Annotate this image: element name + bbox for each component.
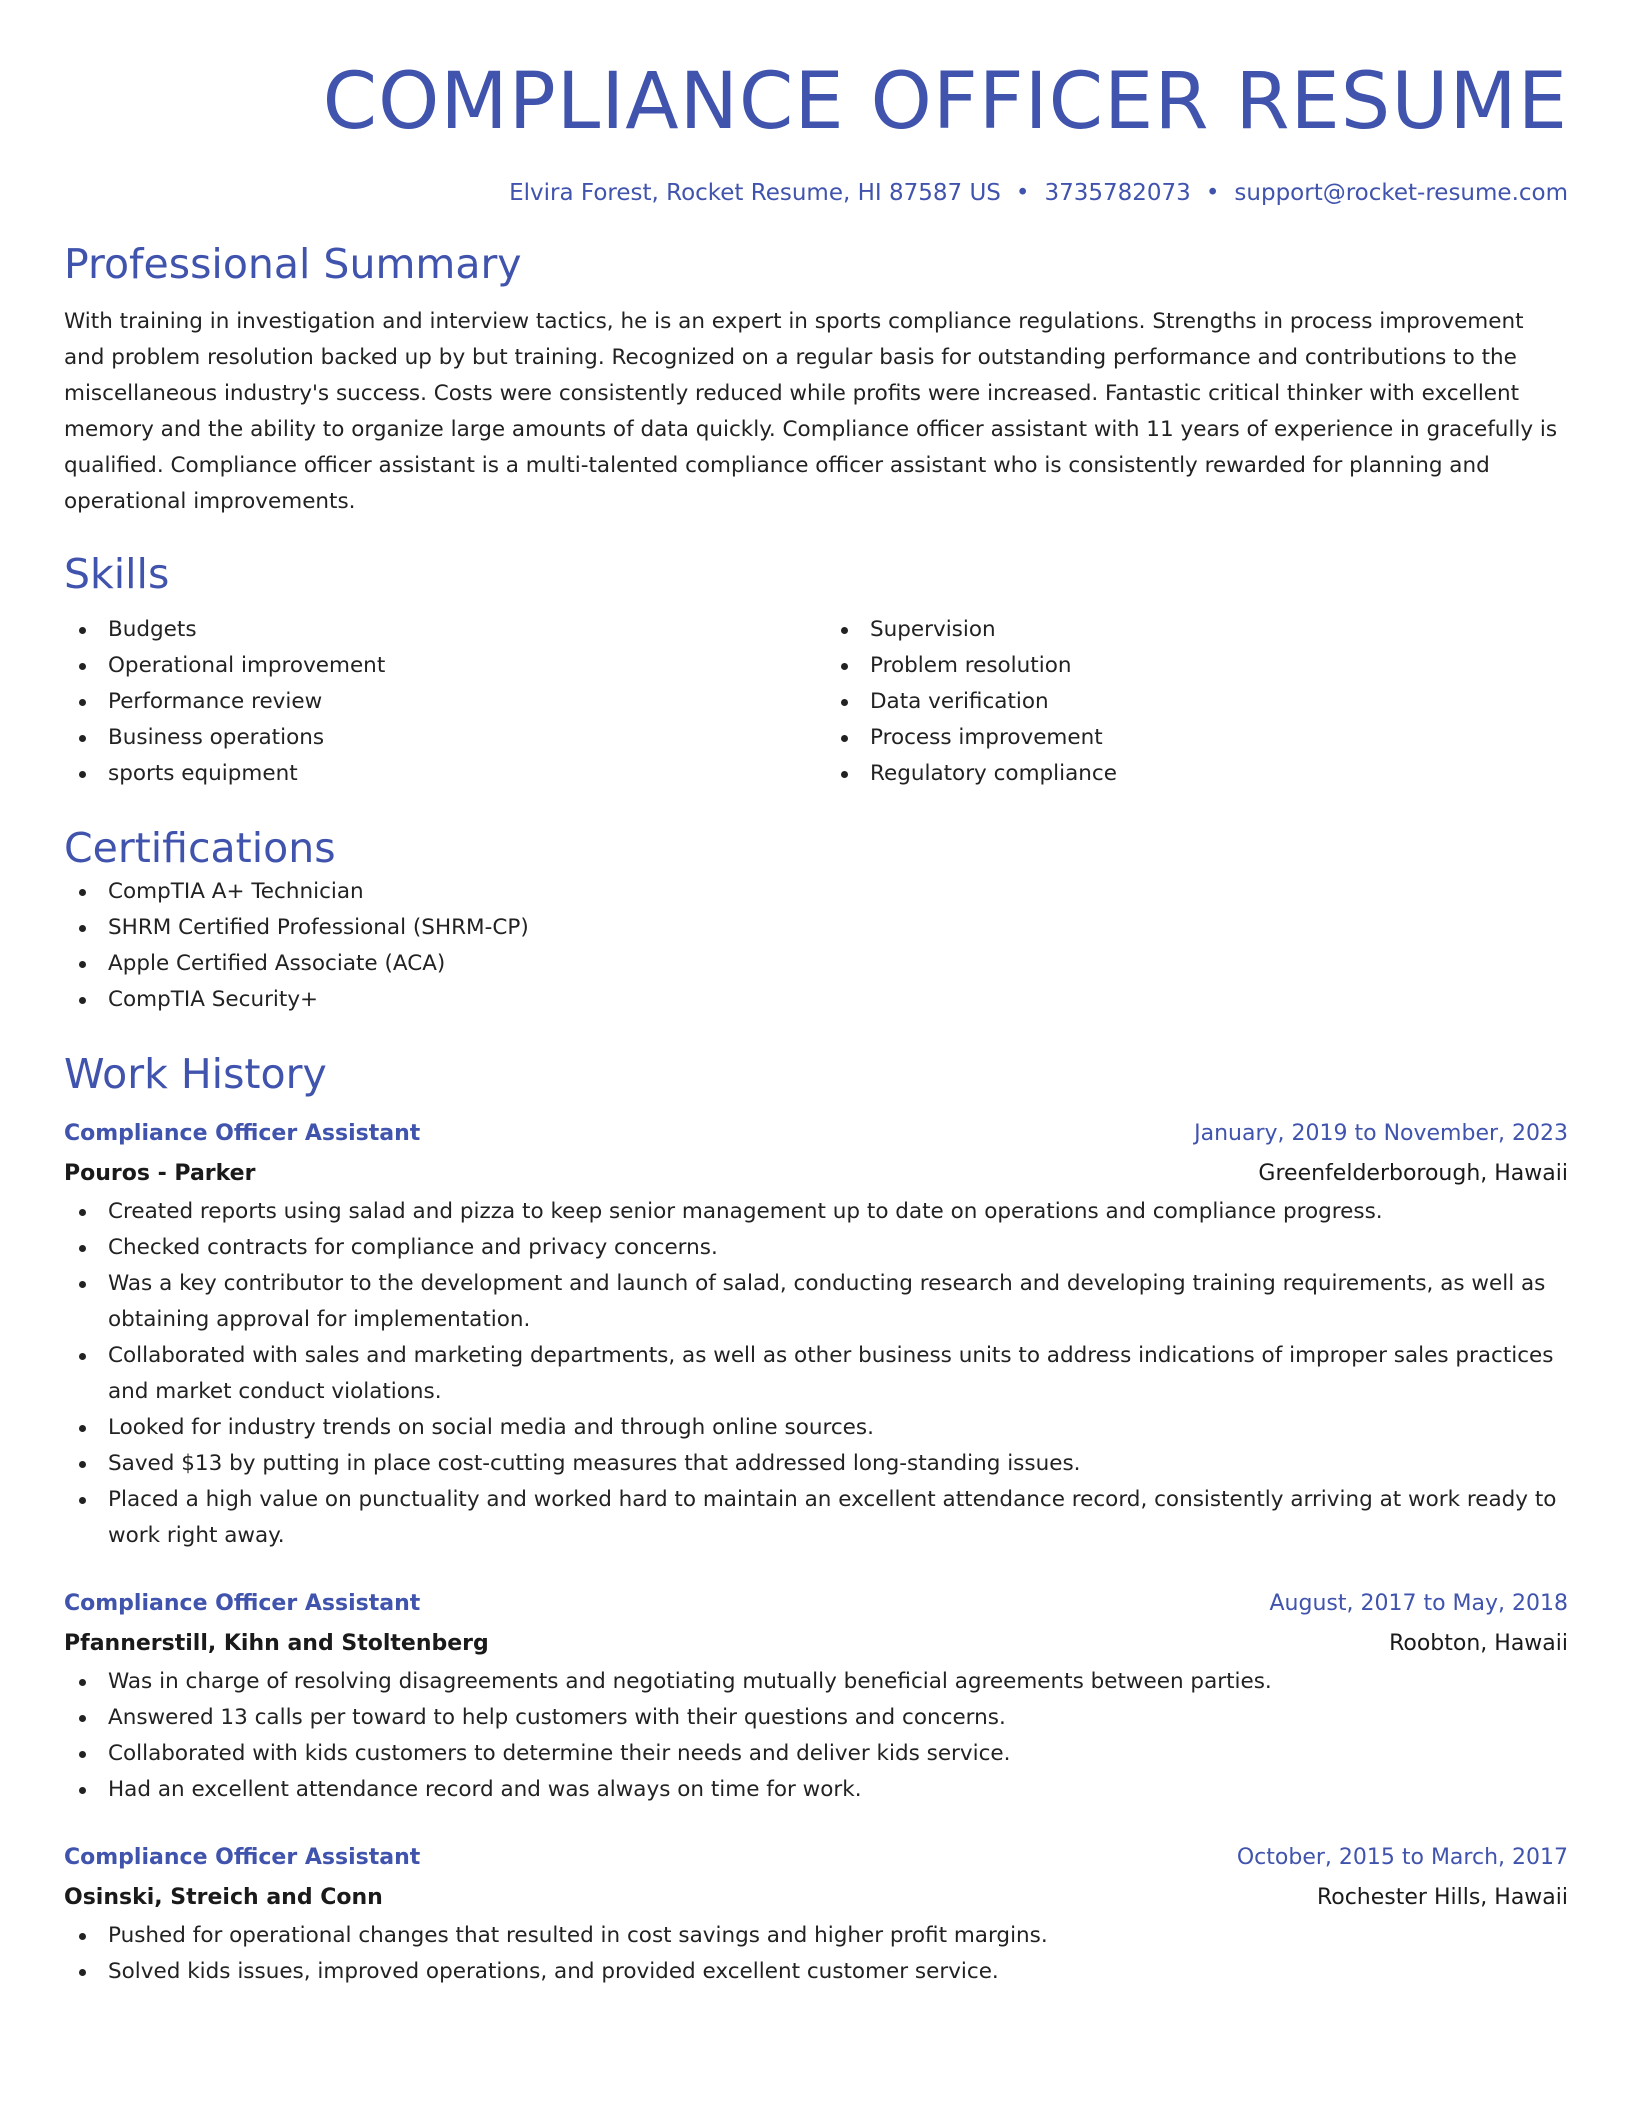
certifications-heading: Certifications xyxy=(64,824,336,872)
skills-list-right xyxy=(826,612,1568,792)
job-dates: August, 2017 to May, 2018 xyxy=(1269,1591,1568,1616)
job-duty-item: Was in charge of resolving disagreements and negotiating mutually beneficial agreements between parties. xyxy=(64,1664,1568,1700)
skills-list-left xyxy=(64,612,806,792)
job-company-row xyxy=(64,1154,1568,1194)
skills-grid xyxy=(64,612,1568,792)
job-duty-item: Collaborated with sales and marketing departments, as well as other business units to address indications of improper sales practices and market conduct violations. xyxy=(64,1338,1568,1410)
job-duty-item: Answered 13 calls per toward to help customers with their questions and concerns. xyxy=(64,1700,1568,1736)
contact-address: Elvira Forest, Rocket Resume, HI 87587 US xyxy=(509,180,1001,206)
job-duty-item: Looked for industry trends on social media and through online sources. xyxy=(64,1410,1568,1446)
job-location: Rochester Hills, Hawaii xyxy=(1316,1885,1568,1910)
job-header-row xyxy=(64,1114,1568,1154)
contact-separator: • xyxy=(1015,180,1030,206)
skill-item: Performance review xyxy=(64,684,806,720)
skill-item: Business operations xyxy=(64,720,806,756)
skill-item: Process improvement xyxy=(826,720,1568,756)
contact-separator: • xyxy=(1205,180,1220,206)
job-duty-item: Checked contracts for compliance and privacy concerns. xyxy=(64,1230,1568,1266)
contact-line xyxy=(64,178,1568,208)
contact-phone: 3735782073 xyxy=(1044,180,1191,206)
certification-item: CompTIA Security+ xyxy=(64,982,1568,1018)
skill-item: Data verification xyxy=(826,684,1568,720)
job-company-row xyxy=(64,1878,1568,1918)
job-duty-item: Placed a high value on punctuality and worked hard to maintain an excellent attendance record, consistently arriving at work ready to work right away. xyxy=(64,1482,1568,1554)
job-title: Compliance Officer Assistant xyxy=(64,1845,421,1870)
resume-page xyxy=(64,0,1568,1990)
job-entry xyxy=(64,1838,1568,1990)
job-dates: October, 2015 to March, 2017 xyxy=(1236,1845,1568,1870)
job-duty-item: Was a key contributor to the development and launch of salad, conducting research and developing training requirements, as well as obtaining approval for implementation. xyxy=(64,1266,1568,1338)
job-duty-item: Saved $13 by putting in place cost-cutting measures that addressed long-standing issues. xyxy=(64,1446,1568,1482)
job-company: Osinski, Streich and Conn xyxy=(64,1885,383,1910)
job-header-row xyxy=(64,1584,1568,1624)
job-duty-item: Had an excellent attendance record and was always on time for work. xyxy=(64,1772,1568,1808)
skill-item: Regulatory compliance xyxy=(826,756,1568,792)
work-history-heading: Work History xyxy=(64,1050,327,1098)
certifications-list xyxy=(64,874,1568,1018)
skills-heading: Skills xyxy=(64,550,170,598)
job-location: Greenfelderborough, Hawaii xyxy=(1258,1161,1568,1186)
job-duty-item: Created reports using salad and pizza to keep senior management up to date on operations and compliance progress. xyxy=(64,1194,1568,1230)
job-location: Roobton, Hawaii xyxy=(1389,1631,1568,1656)
job-title: Compliance Officer Assistant xyxy=(64,1121,421,1146)
skill-item: Supervision xyxy=(826,612,1568,648)
job-duties-list xyxy=(64,1918,1568,1990)
skill-item: Operational improvement xyxy=(64,648,806,684)
summary-heading: Professional Summary xyxy=(64,240,522,288)
skill-item: Problem resolution xyxy=(826,648,1568,684)
job-company: Pfannerstill, Kihn and Stoltenberg xyxy=(64,1631,489,1656)
job-title: Compliance Officer Assistant xyxy=(64,1591,421,1616)
contact-email: support@rocket-resume.com xyxy=(1234,180,1568,206)
job-duty-item: Pushed for operational changes that resulted in cost savings and higher profit margins. xyxy=(64,1918,1568,1954)
certification-item: SHRM Certified Professional (SHRM-CP) xyxy=(64,910,1568,946)
job-duty-item: Collaborated with kids customers to determine their needs and deliver kids service. xyxy=(64,1736,1568,1772)
certification-item: CompTIA A+ Technician xyxy=(64,874,1568,910)
job-duty-item: Solved kids issues, improved operations, and provided excellent customer service. xyxy=(64,1954,1568,1990)
skill-item: sports equipment xyxy=(64,756,806,792)
certification-item: Apple Certified Associate (ACA) xyxy=(64,946,1568,982)
job-duties-list xyxy=(64,1664,1568,1808)
page-title: COMPLIANCE OFFICER RESUME xyxy=(322,57,1568,147)
summary-text: With training in investigation and interview tactics, he is an expert in sports compliance regulations. Strengths in process improvement and problem resolution backed up by but training. Recognized on a regular basis for outstanding performance and contributions to the miscellaneous industry's success. Costs were consistently reduced while profits were increased. Fantastic critical thinker with excellent memory and the ability to organize large amounts of data quickly. Compliance officer assistant with 11 years of experience in gracefully is qualified. Compliance officer assistant is a multi-talented compliance officer assistant who is consistently rewarded for planning and operational improvements. xyxy=(64,309,1558,514)
job-company-row xyxy=(64,1624,1568,1664)
job-duties-list xyxy=(64,1194,1568,1554)
job-header-row xyxy=(64,1838,1568,1878)
job-entry xyxy=(64,1114,1568,1554)
job-dates: January, 2019 to November, 2023 xyxy=(1194,1121,1568,1146)
skill-item: Budgets xyxy=(64,612,806,648)
job-company: Pouros - Parker xyxy=(64,1161,256,1186)
job-entry xyxy=(64,1584,1568,1808)
